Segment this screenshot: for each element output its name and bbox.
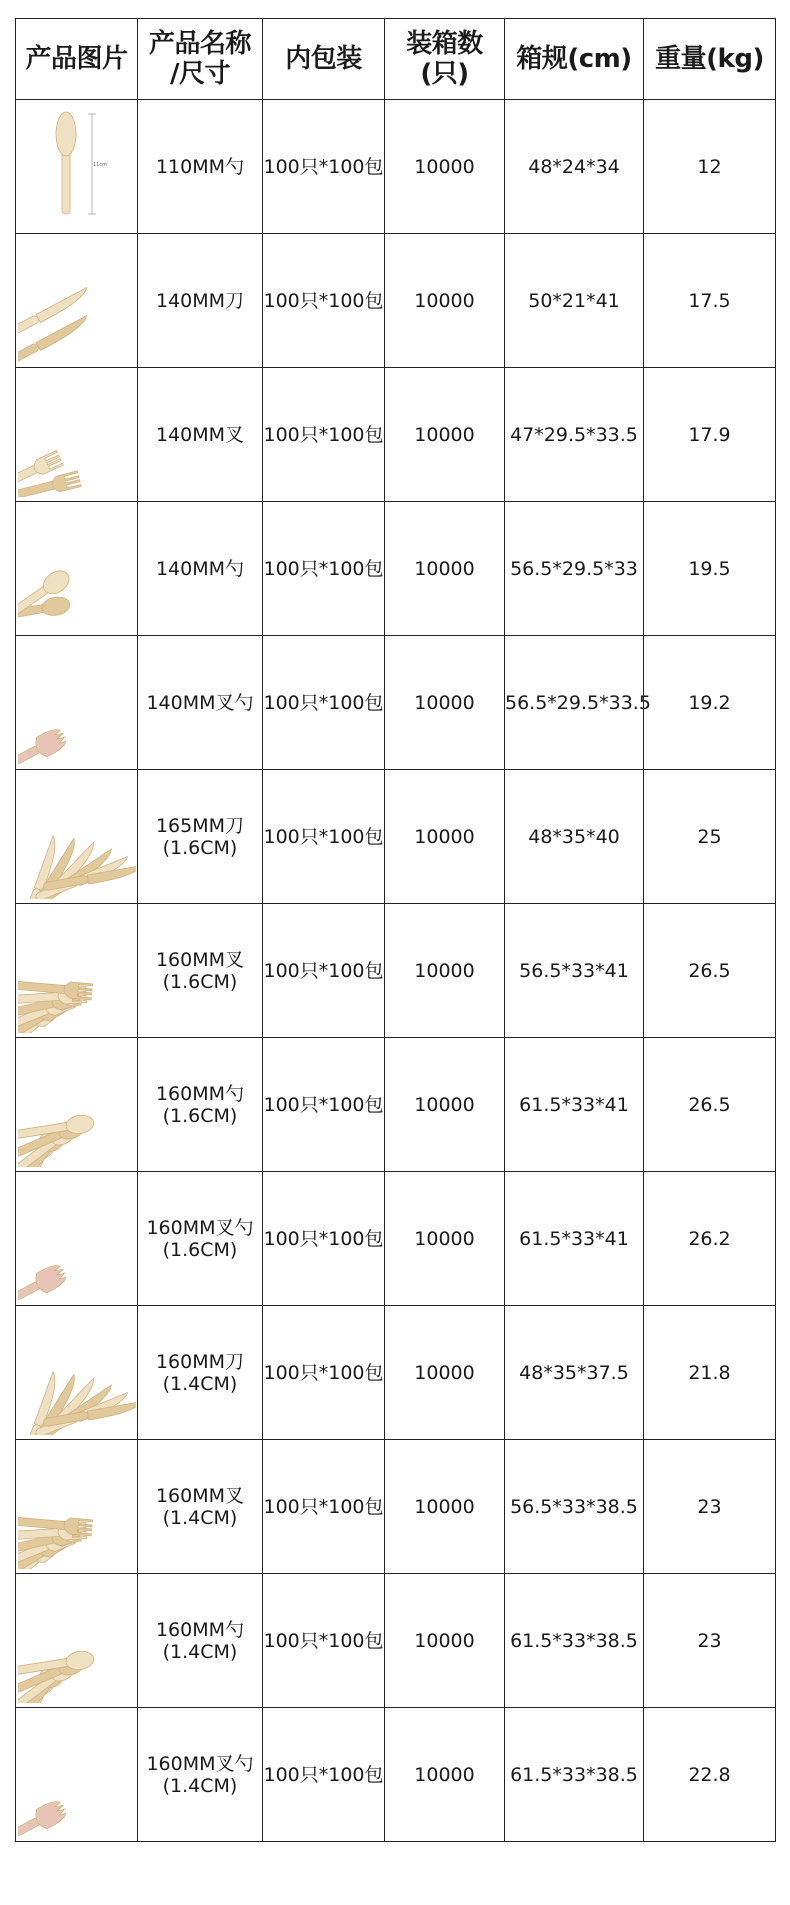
- product-name: 160MM叉勺: [146, 1216, 254, 1239]
- inner-pack-cell: 100只*100包: [263, 100, 385, 234]
- box-size-cell: 48*24*34: [505, 100, 644, 234]
- table-row: [16, 1574, 776, 1708]
- product-name-cell: [138, 234, 263, 368]
- table-row: [16, 368, 776, 502]
- inner-pack-cell: 100只*100包: [263, 770, 385, 904]
- box-qty-cell: 10000: [385, 904, 505, 1038]
- product-image-cell: [16, 1440, 138, 1574]
- table-row: [16, 1172, 776, 1306]
- header-name: 产品名称 /尺寸: [138, 19, 263, 100]
- table-row: [16, 636, 776, 770]
- product-name: 140MM勺: [155, 557, 245, 580]
- spoon-fan-icon: [18, 1578, 136, 1703]
- box-qty-cell: 10000: [385, 1574, 505, 1708]
- weight-cell: 21.8: [644, 1306, 776, 1440]
- product-image-cell: [16, 234, 138, 368]
- product-size: (1.4CM): [162, 1640, 238, 1663]
- weight-cell: 19.2: [644, 636, 776, 770]
- product-name-cell: [138, 1038, 263, 1172]
- table-header-row: [16, 19, 776, 100]
- product-size: (1.6CM): [162, 836, 238, 859]
- box-size-cell: 61.5*33*38.5: [505, 1708, 644, 1842]
- product-image-cell: [16, 1708, 138, 1842]
- inner-pack-cell: 100只*100包: [263, 1172, 385, 1306]
- table-row: [16, 1306, 776, 1440]
- inner-pack-cell: 100只*100包: [263, 1574, 385, 1708]
- box-size-cell: 50*21*41: [505, 234, 644, 368]
- product-name-cell: [138, 1440, 263, 1574]
- spork-icon: [18, 1176, 136, 1301]
- box-qty-cell: 10000: [385, 502, 505, 636]
- table-row: [16, 1440, 776, 1574]
- inner-pack-cell: 100只*100包: [263, 636, 385, 770]
- single-spoon-icon: [18, 104, 136, 229]
- product-image-cell: [16, 1306, 138, 1440]
- weight-cell: 22.8: [644, 1708, 776, 1842]
- header-weight: 重量(kg): [644, 19, 776, 100]
- two-forks-icon: [18, 372, 136, 497]
- product-image-cell: [16, 502, 138, 636]
- two-spoons-icon: [18, 506, 136, 631]
- weight-cell: 19.5: [644, 502, 776, 636]
- weight-cell: 26.5: [644, 1038, 776, 1172]
- header-box-size: 箱规(cm): [505, 19, 644, 100]
- product-image-cell: [16, 100, 138, 234]
- box-size-cell: 47*29.5*33.5: [505, 368, 644, 502]
- inner-pack-cell: 100只*100包: [263, 502, 385, 636]
- spoon-dimension-label: 11cm: [92, 162, 107, 168]
- weight-cell: 26.5: [644, 904, 776, 1038]
- box-qty-cell: 10000: [385, 368, 505, 502]
- product-image-cell: [16, 1038, 138, 1172]
- product-name-cell: [138, 100, 263, 234]
- box-size-cell: 56.5*33*41: [505, 904, 644, 1038]
- table-row: [16, 1038, 776, 1172]
- inner-pack-cell: 100只*100包: [263, 1440, 385, 1574]
- product-name: 160MM勺: [155, 1082, 245, 1105]
- product-size: (1.6CM): [162, 970, 238, 993]
- box-size-cell: 48*35*37.5: [505, 1306, 644, 1440]
- product-name-cell: [138, 636, 263, 770]
- product-name: 110MM勺: [155, 155, 245, 178]
- inner-pack-cell: 100只*100包: [263, 904, 385, 1038]
- product-name: 160MM勺: [155, 1618, 245, 1641]
- fork-fan-icon: [18, 1444, 136, 1569]
- box-qty-cell: 10000: [385, 1306, 505, 1440]
- product-name: 160MM叉勺: [146, 1752, 254, 1775]
- product-size: (1.4CM): [162, 1372, 238, 1395]
- product-name: 140MM叉勺: [146, 691, 254, 714]
- box-size-cell: 61.5*33*41: [505, 1038, 644, 1172]
- inner-pack-cell: 100只*100包: [263, 368, 385, 502]
- table-row: [16, 100, 776, 234]
- product-name-cell: [138, 1574, 263, 1708]
- box-qty-cell: 10000: [385, 1172, 505, 1306]
- box-size-cell: 48*35*40: [505, 770, 644, 904]
- weight-cell: 12: [644, 100, 776, 234]
- product-name-cell: [138, 1172, 263, 1306]
- product-name-cell: [138, 368, 263, 502]
- box-qty-cell: 10000: [385, 1708, 505, 1842]
- table-row: [16, 904, 776, 1038]
- product-name: 160MM刀: [155, 1350, 245, 1373]
- weight-cell: 17.9: [644, 368, 776, 502]
- product-spec-table: [15, 18, 776, 1842]
- product-name-cell: [138, 1306, 263, 1440]
- fork-fan-icon: [18, 908, 136, 1033]
- two-knives-icon: [18, 238, 136, 363]
- spork-icon: [18, 1712, 136, 1837]
- box-qty-cell: 10000: [385, 100, 505, 234]
- product-spec-sheet: [15, 18, 775, 1842]
- box-qty-cell: 10000: [385, 1440, 505, 1574]
- inner-pack-cell: 100只*100包: [263, 1708, 385, 1842]
- product-image-cell: [16, 1574, 138, 1708]
- header-image: 产品图片: [16, 19, 138, 100]
- product-name: 160MM叉: [155, 948, 245, 971]
- inner-pack-cell: 100只*100包: [263, 1306, 385, 1440]
- product-name: 165MM刀: [155, 814, 245, 837]
- weight-cell: 23: [644, 1574, 776, 1708]
- product-image-cell: [16, 770, 138, 904]
- header-inner-pack: 内包装: [263, 19, 385, 100]
- product-name-cell: [138, 1708, 263, 1842]
- product-image-cell: [16, 904, 138, 1038]
- weight-cell: 25: [644, 770, 776, 904]
- product-name-cell: [138, 904, 263, 1038]
- weight-cell: 17.5: [644, 234, 776, 368]
- knife-fan-icon: [18, 1310, 136, 1435]
- spoon-fan-icon: [18, 1042, 136, 1167]
- product-image-cell: [16, 1172, 138, 1306]
- product-image-cell: [16, 636, 138, 770]
- weight-cell: 23: [644, 1440, 776, 1574]
- weight-cell: 26.2: [644, 1172, 776, 1306]
- table-row: [16, 502, 776, 636]
- inner-pack-cell: 100只*100包: [263, 1038, 385, 1172]
- box-qty-cell: 10000: [385, 1038, 505, 1172]
- knife-fan-icon: [18, 774, 136, 899]
- box-qty-cell: 10000: [385, 770, 505, 904]
- product-name: 140MM叉: [155, 423, 245, 446]
- box-qty-cell: 10000: [385, 234, 505, 368]
- box-size-cell: 61.5*33*41: [505, 1172, 644, 1306]
- product-image-cell: [16, 368, 138, 502]
- product-name-cell: [138, 770, 263, 904]
- box-size-cell: 61.5*33*38.5: [505, 1574, 644, 1708]
- product-name-cell: [138, 502, 263, 636]
- table-row: [16, 1708, 776, 1842]
- box-size-cell: 56.5*33*38.5: [505, 1440, 644, 1574]
- box-size-cell: 56.5*29.5*33.5: [505, 636, 644, 770]
- product-size: (1.4CM): [162, 1506, 238, 1529]
- box-size-cell: 56.5*29.5*33: [505, 502, 644, 636]
- table-row: [16, 234, 776, 368]
- box-qty-cell: 10000: [385, 636, 505, 770]
- inner-pack-cell: 100只*100包: [263, 234, 385, 368]
- header-box-qty: 装箱数 (只): [385, 19, 505, 100]
- product-size: (1.4CM): [162, 1774, 238, 1797]
- product-name: 140MM刀: [155, 289, 245, 312]
- product-name: 160MM叉: [155, 1484, 245, 1507]
- spork-icon: [18, 640, 136, 765]
- product-size: (1.6CM): [162, 1104, 238, 1127]
- table-row: [16, 770, 776, 904]
- product-size: (1.6CM): [162, 1238, 238, 1261]
